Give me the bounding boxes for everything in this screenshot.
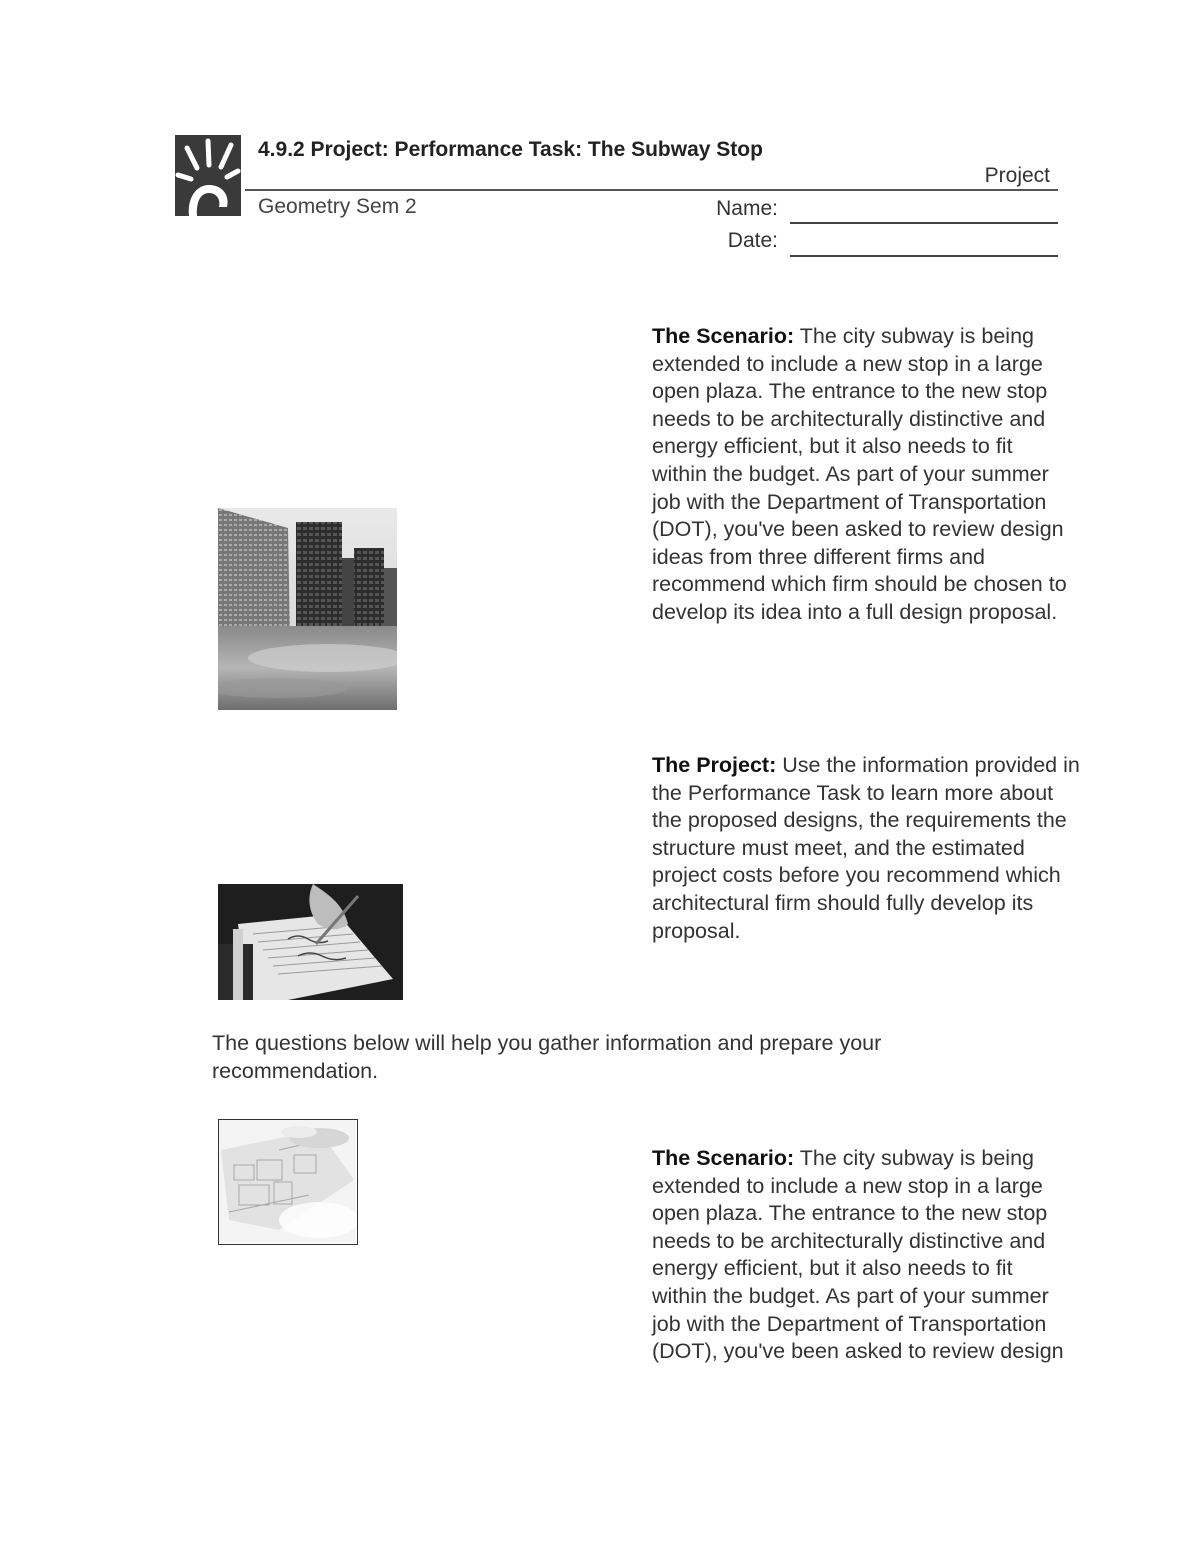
date-label: Date: (727, 229, 778, 252)
project-text: Use the information provided in the Performance Task to learn more about the proposed designs, the requirements the structure must meet, and the estimated project costs before you recommend which architectural firm should fully develop its proposal. (652, 753, 1080, 943)
scenario-paragraph-repeat (652, 1145, 1072, 1366)
blueprint-plans-photo (218, 1119, 358, 1245)
document-type-label: Project (984, 164, 1050, 187)
scenario-repeat-heading: The Scenario: (652, 1146, 795, 1170)
scenario-repeat-text: The city subway is being extended to include a new stop in a large open plaza. The entrance to the new stop needs to be architecturally distinctive and energy efficient, but it also needs to fit within the budget. As part of your summer job with the Department of Transportation (DOT), you've been asked to review design (652, 1146, 1064, 1364)
header-divider (245, 189, 1058, 191)
sunburst-logo-icon (175, 135, 241, 216)
project-heading: The Project: (652, 753, 777, 777)
name-label: Name: (716, 197, 778, 220)
scenario-heading: The Scenario: (652, 324, 795, 348)
date-field[interactable] (790, 255, 1058, 257)
questions-intro-paragraph: The questions below will help you gather information and prepare your recommendation. (212, 1031, 882, 1083)
project-paragraph (652, 752, 1082, 945)
city-plaza-photo (218, 508, 397, 710)
course-name: Geometry Sem 2 (258, 195, 417, 218)
name-field[interactable] (790, 222, 1058, 224)
writing-notepad-photo (218, 884, 403, 1000)
page-title: 4.9.2 Project: Performance Task: The Subway Stop (258, 138, 763, 161)
scenario-text: The city subway is being extended to include a new stop in a large open plaza. The entrance to the new stop needs to be architecturally distinctive and energy efficient, but it also needs to fit within the budget. As part of your summer job with the Department of Transportation (DOT), you've been asked to review design ideas from three different firms and recommend which firm should be chosen to develop its idea into a full design proposal. (652, 324, 1067, 624)
scenario-paragraph (652, 323, 1072, 627)
